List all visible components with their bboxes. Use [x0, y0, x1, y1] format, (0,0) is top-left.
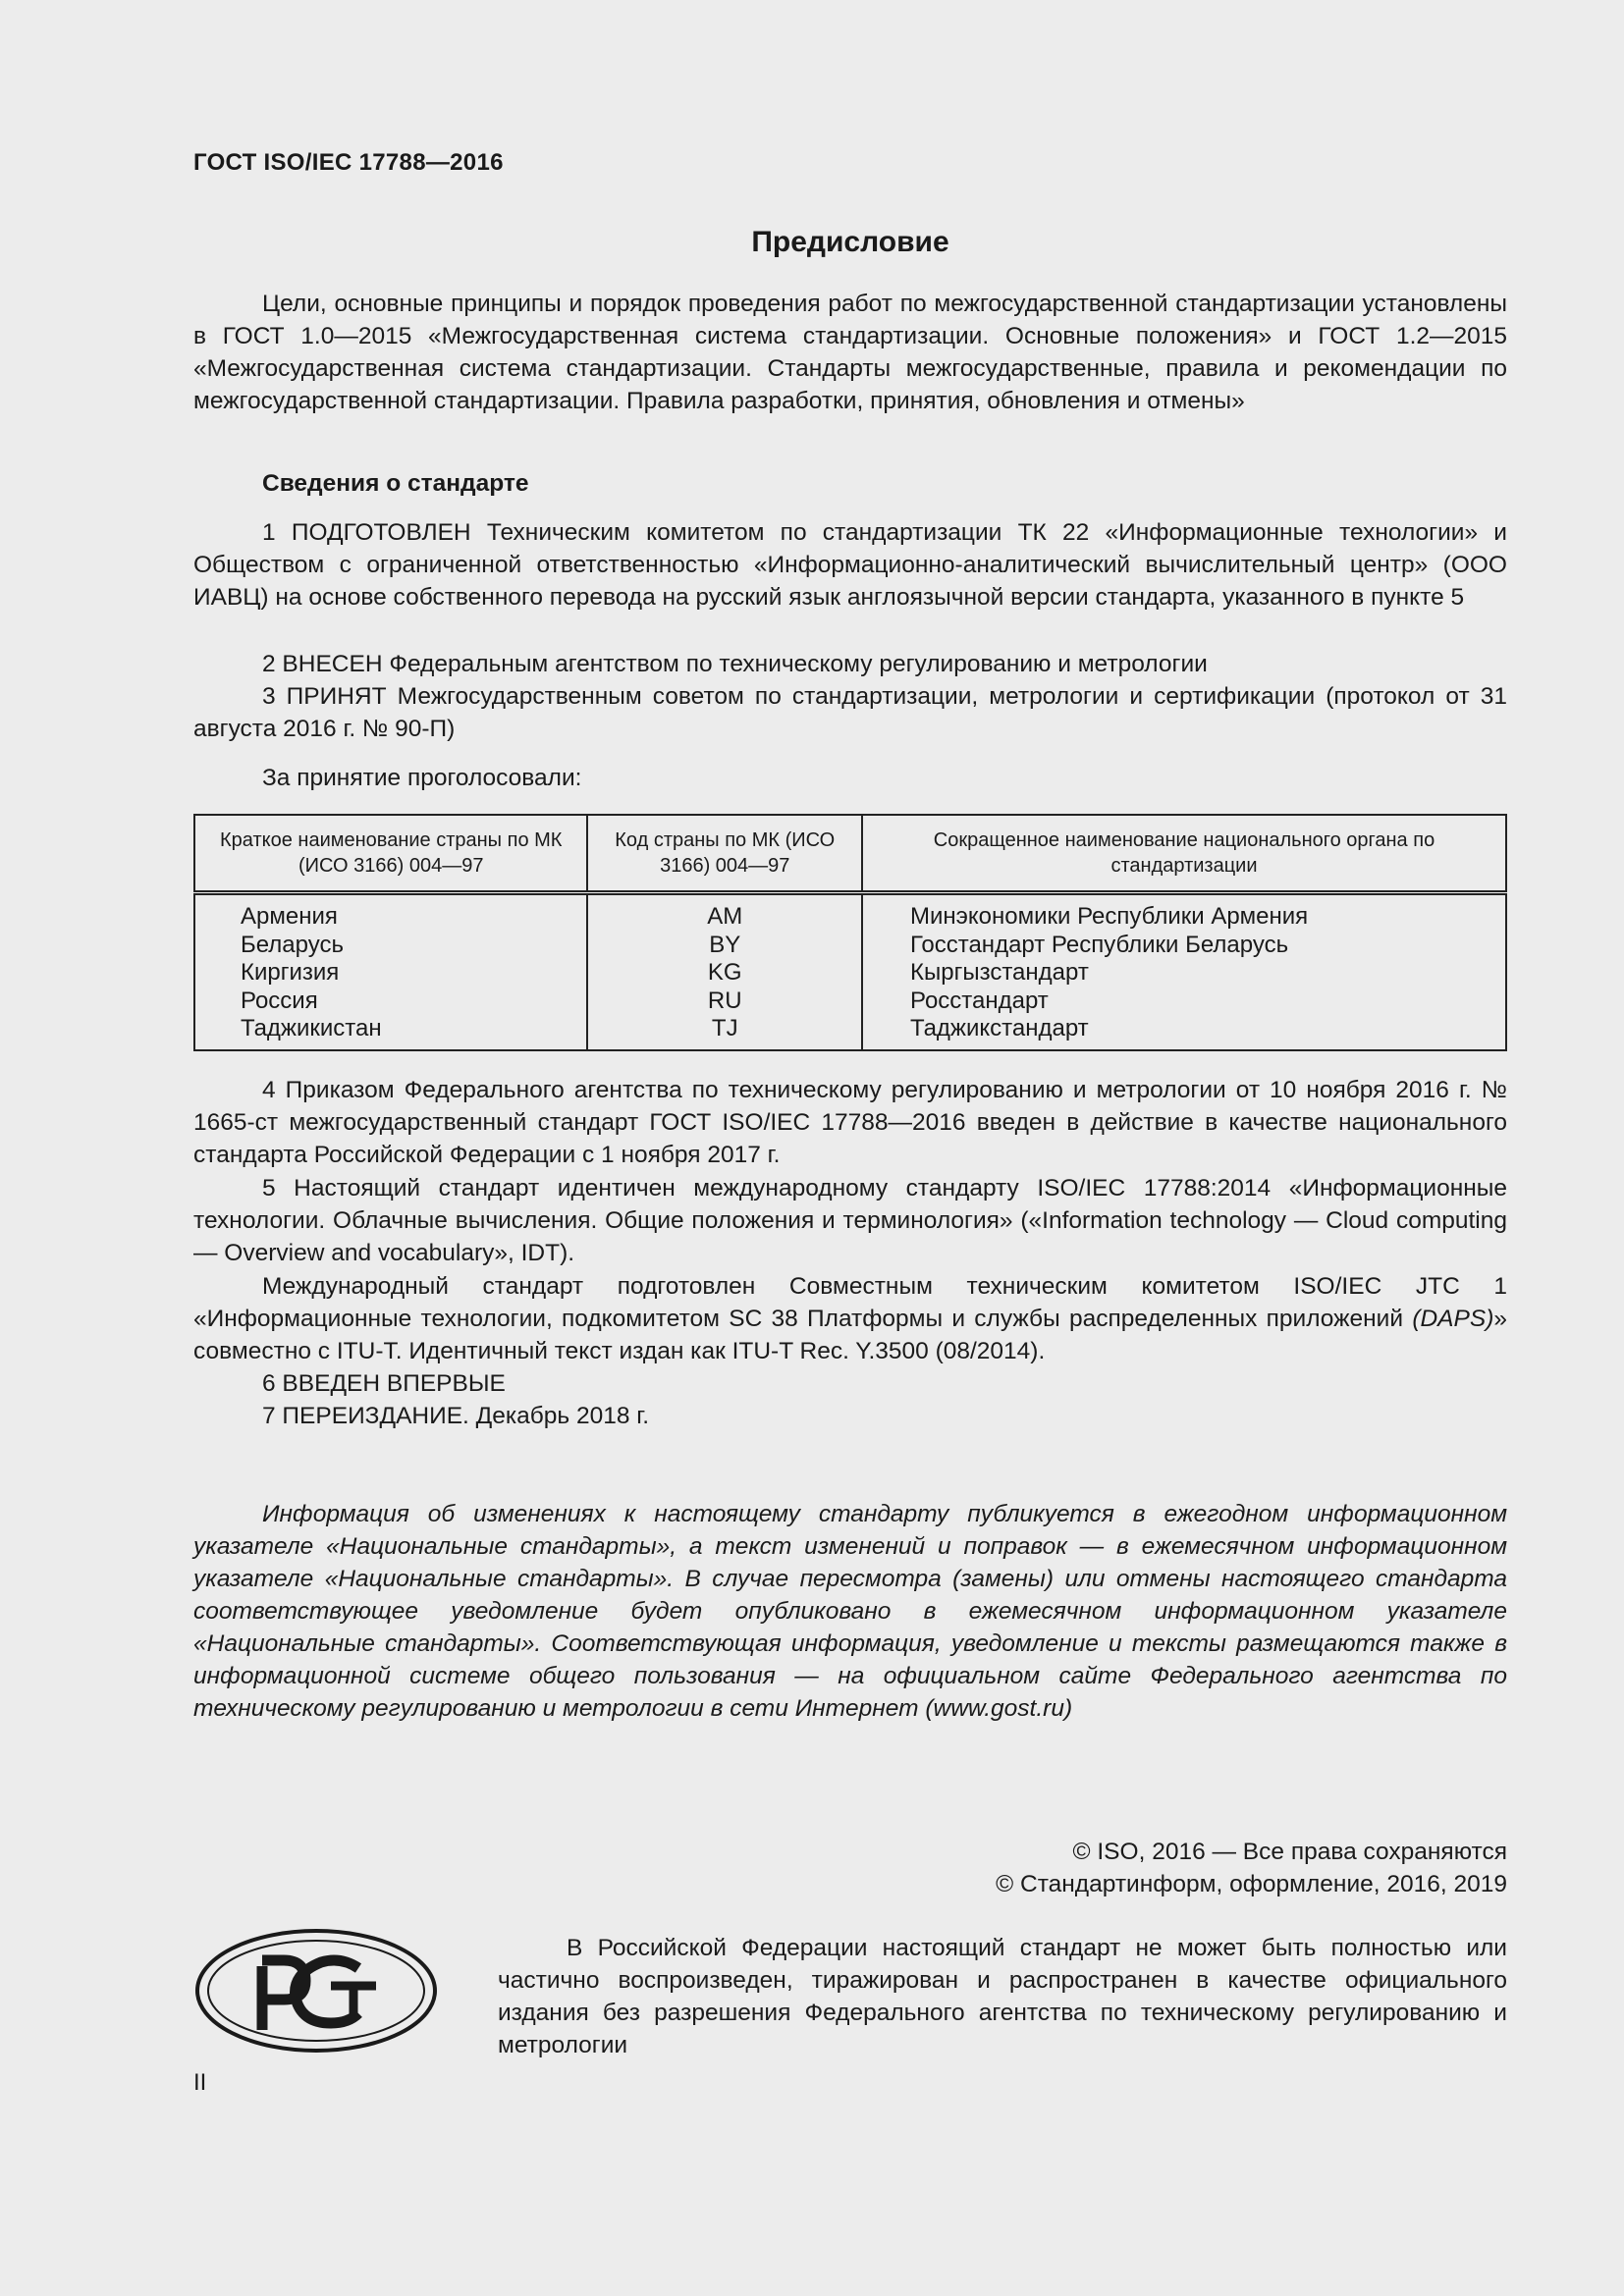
item-2: 2 ВНЕСЕН Федеральным агентством по техническому регулированию и метрологии: [262, 651, 1208, 677]
table-cell-country: Армения: [241, 903, 338, 930]
document-code: ГОСТ ISO/IEC 17788—2016: [193, 149, 504, 176]
item-5-note-text: Международный стандарт подготовлен Совместным техническим комитетом ISO/IEC JTC 1 «Информационные технологии, подкомитетом SC 38 Платформы и службы распределенных приложений: [193, 1273, 1507, 1332]
legal-notice: В Российской Федерации настоящий стандарт не может быть полностью или частично воспроизведен, тиражирован и распространен в качестве официального издания без разрешения Федерального агентства по техническому регулированию и метрологии: [498, 1935, 1507, 2058]
item-3: 3 ПРИНЯТ Межгосударственным советом по стандартизации, метрологии и сертификации (протокол от 31 августа 2016 г. № 90-П): [193, 683, 1507, 742]
rst-logo-icon: [193, 1927, 439, 2055]
table-cell-code: KG: [707, 959, 742, 986]
table-body: [194, 893, 1506, 1050]
table-cell-code: BY: [709, 931, 741, 958]
intro-paragraph: Цели, основные принципы и порядок проведения работ по межгосударственной стандартизации установлены в ГОСТ 1.0—2015 «Межгосударственная система стандартизации. Основные положения» и ГОСТ 1.2—2015 «Межгосударственная система стандартизации. Стандарты межгосударственные, правила и рекомендации по межгосударственной стандартизации. Правила разработки, принятия, обновления и отмены»: [193, 291, 1507, 414]
copyright-iso: © ISO, 2016 — Все права сохраняются: [1072, 1839, 1507, 1865]
page-number: II: [193, 2069, 207, 2096]
item-4: 4 Приказом Федерального агентства по техническому регулированию и метрологии от 10 ноября 2016 г. № 1665-ст межгосударственный стандарт ГОСТ ISO/IEC 17788—2016 введен в действие в качестве национального стандарта Российской Федерации с 1 ноября 2017 г.: [193, 1077, 1507, 1168]
item-5-note-daps: (DAPS): [1412, 1306, 1494, 1332]
copyright-standartinform: © Стандартинформ, оформление, 2016, 2019: [996, 1871, 1507, 1897]
table-cell-code: TJ: [711, 1015, 738, 1041]
item-5: 5 Настоящий стандарт идентичен международному стандарту ISO/IEC 17788:2014 «Информационные технологии. Облачные вычисления. Общие положения и терминология» («Information technology — Cloud computing — Overview and vocabulary», IDT).: [193, 1175, 1507, 1266]
voting-table: [193, 814, 1507, 1051]
table-cell-body: Минэкономики Республики Армения: [910, 903, 1309, 930]
item-1: 1 ПОДГОТОВЛЕН Техническим комитетом по стандартизации ТК 22 «Информационные технологии» и Обществом с ограниченной ответственностью «Информационно-аналитический вычислительный центр» (ООО ИАВЦ) на основе собственного перевода на русский язык англоязычной версии стандарта, указанного в пункте 5: [193, 519, 1507, 611]
table-cell-body: Госстандарт Республики Беларусь: [910, 931, 1289, 958]
table-cell-country: Россия: [241, 987, 318, 1014]
table-cell-body: Росстандарт: [910, 987, 1049, 1014]
page-title: Предисловие: [751, 226, 949, 258]
country-column: [194, 893, 587, 1050]
table-cell-country: Киргизия: [241, 959, 340, 986]
voted-label: За принятие проголосовали:: [262, 765, 582, 791]
table-cell-country: Беларусь: [241, 931, 344, 958]
table-cell-body: Кыргызстандарт: [910, 959, 1089, 986]
item-7: 7 ПЕРЕИЗДАНИЕ. Декабрь 2018 г.: [262, 1403, 650, 1429]
table-header-country: Краткое наименование страны по МК (ИСО 3166) 004—97: [194, 815, 587, 893]
table-header-body: Сокращенное наименование национального органа по стандартизации: [862, 815, 1506, 893]
info-heading: Сведения о стандарте: [262, 470, 529, 497]
table-cell-code: RU: [707, 987, 742, 1014]
code-column: [587, 893, 862, 1050]
table-cell-code: AM: [707, 903, 743, 930]
table-header-code: Код страны по МК (ИСО 3166) 004—97: [587, 815, 862, 893]
table-cell-body: Таджикстандарт: [910, 1015, 1089, 1041]
item-5-note-text-end: » совместно с ITU-T. Идентичный текст издан как ITU-T Rec. Y.3500 (08/2014).: [193, 1306, 1507, 1364]
item-6: 6 ВВЕДЕН ВПЕРВЫЕ: [262, 1370, 506, 1397]
notice-paragraph: Информация об изменениях к настоящему стандарту публикуется в ежегодном информационном указателе «Национальные стандарты», а текст изменений и поправок — в ежемесячном информационном указателе «Национальные стандарты». В случае пересмотра (замены) или отмены настоящего стандарта соответствующее уведомление будет опубликовано в ежемесячном информационном указателе «Национальные стандарты». Соответствующая информация, уведомление и тексты размещаются также в информационной системе общего пользования — на официальном сайте Федерального агентства по техническому регулированию и метрологии в сети Интернет (www.gost.ru): [193, 1501, 1507, 1722]
table-cell-country: Таджикистан: [241, 1015, 382, 1041]
item-5-note: [193, 1270, 1507, 1367]
body-column: [862, 893, 1506, 1050]
